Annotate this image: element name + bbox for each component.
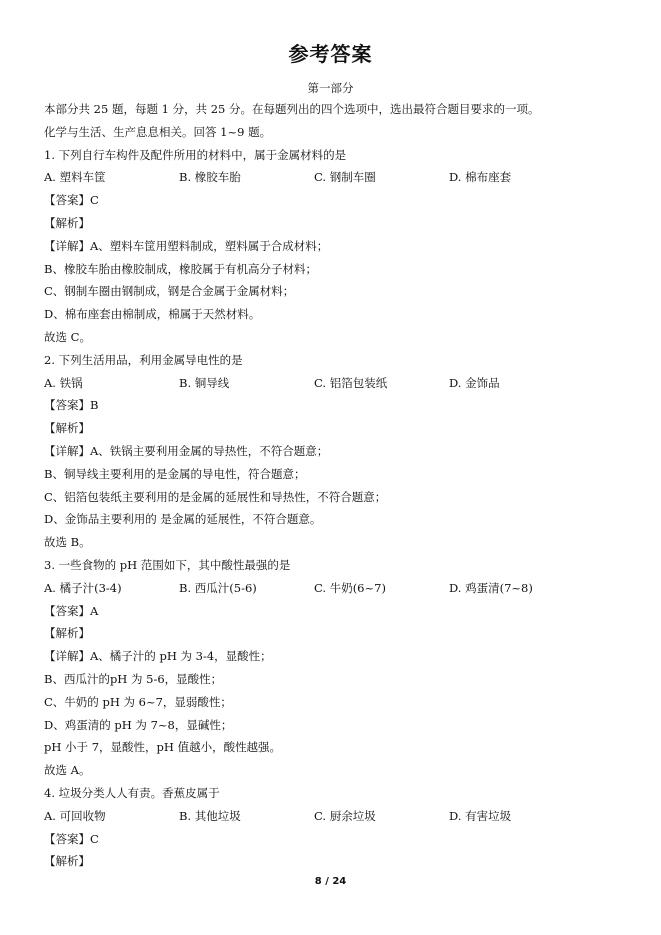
detail-line: C、铝箔包装纸主要利用的是金属的延展性和导热性，不符合题意； — [44, 489, 387, 504]
detail-line: B、西瓜汁的pH 为 5-6，显酸性； — [44, 671, 223, 686]
option-d: D. 有害垃圾 — [449, 808, 512, 823]
detail-line: B、铜导线主要利用的是金属的导电性，符合题意； — [44, 466, 306, 481]
detail-line: 故选 C。 — [44, 329, 91, 344]
option-b: B. 其他垃圾 — [179, 808, 241, 823]
option-d: D. 金饰品 — [449, 375, 500, 390]
answer-content — [44, 98, 629, 873]
analysis-label: 【解析】 — [44, 626, 90, 641]
detail-line: D、鸡蛋清的 pH 为 7~8，显碱性； — [44, 717, 233, 732]
analysis-label: 【解析】 — [44, 854, 90, 869]
detail-line: 故选 A。 — [44, 763, 91, 778]
option-b: B. 橡胶车胎 — [179, 170, 241, 185]
option-a: A. 可回收物 — [44, 808, 106, 823]
detail-line: 故选 B。 — [44, 535, 91, 550]
option-c: C. 厨余垃圾 — [314, 808, 376, 823]
detail-line: D、棉布座套由棉制成，棉属于天然材料。 — [44, 307, 261, 322]
intro-line: 化学与生活、生产息息相关。回答 1~9 题。 — [44, 124, 272, 139]
answer-line: 【答案】C — [44, 193, 99, 208]
detail-line: C、钢制车圈由钢制成，钢是合金属于金属材料； — [44, 284, 295, 299]
detail-line: D、金饰品主要利用的 是金属的延展性，不符合题意。 — [44, 512, 322, 527]
question-stem: 2. 下列生活用品，利用金属导电性的是 — [44, 352, 243, 367]
intro-line: 本部分共 25 题，每题 1 分，共 25 分。在每题列出的四个选项中，选出最符合题目要求的一项。 — [44, 102, 540, 116]
options-row — [44, 166, 629, 189]
page-title: 参考答案 — [288, 42, 373, 66]
option-a: A. 橘子汁(3-4) — [44, 580, 122, 595]
question-stem: 3. 一些食物的 pH 范围如下，其中酸性最强的是 — [44, 557, 291, 572]
options-row — [44, 577, 629, 600]
option-a: A. 铁锅 — [44, 375, 83, 390]
detail-line: C、牛奶的 pH 为 6~7，显弱酸性； — [44, 694, 232, 709]
detail-line: 【详解】A、铁锅主要利用金属的导热性，不符合题意； — [44, 443, 329, 458]
option-b: B. 铜导线 — [179, 375, 230, 390]
option-d: D. 鸡蛋清(7~8) — [449, 580, 533, 595]
options-row — [44, 805, 629, 828]
answer-line: 【答案】C — [44, 831, 99, 846]
option-d: D. 棉布座套 — [449, 170, 512, 185]
option-a: A. 塑料车筐 — [44, 170, 106, 185]
detail-line: B、橡胶车胎由橡胶制成，橡胶属于有机高分子材料； — [44, 261, 317, 276]
option-b: B. 西瓜汁(5-6) — [179, 580, 257, 595]
question-stem: 4. 垃圾分类人人有责。香蕉皮属于 — [44, 785, 220, 800]
analysis-label: 【解析】 — [44, 215, 90, 230]
detail-line: pH 小于 7，显酸性，pH 值越小，酸性越强。 — [44, 740, 282, 755]
question-stem: 1. 下列自行车构件及配件所用的材料中，属于金属材料的是 — [44, 147, 347, 162]
answer-line: 【答案】A — [44, 603, 99, 618]
option-c: C. 牛奶(6~7) — [314, 580, 386, 595]
analysis-label: 【解析】 — [44, 421, 90, 436]
option-c: C. 铝箔包装纸 — [314, 375, 388, 390]
page-number: 8 / 24 — [314, 876, 347, 887]
options-row — [44, 372, 629, 395]
option-c: C. 钢制车圈 — [314, 170, 376, 185]
section-heading: 第一部分 — [307, 81, 354, 95]
detail-line: 【详解】A、塑料车筐用塑料制成，塑料属于合成材料； — [44, 238, 329, 253]
detail-line: 【详解】A、橘子汁的 pH 为 3-4，显酸性； — [44, 649, 272, 664]
answer-line: 【答案】B — [44, 398, 99, 413]
